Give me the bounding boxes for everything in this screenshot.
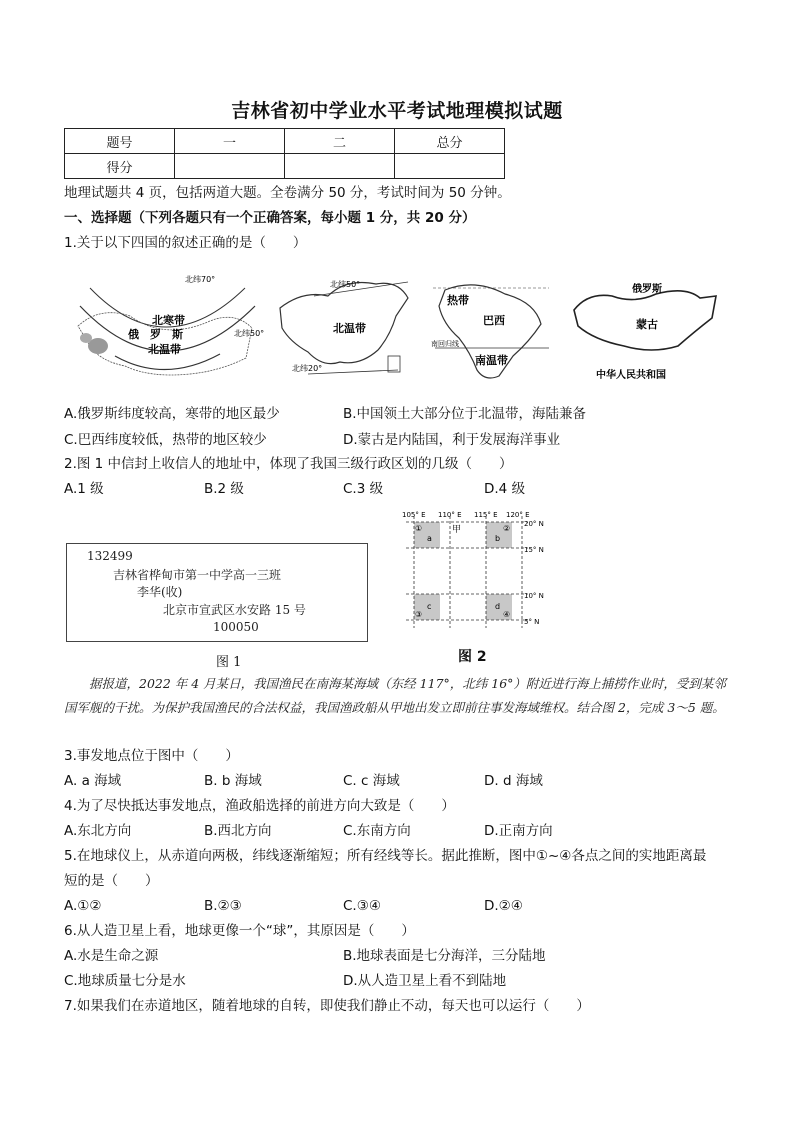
grid-cell-label: a: [427, 534, 432, 543]
option-a[interactable]: A.俄罗斯纬度较高，寒带的地区最少: [64, 406, 280, 422]
question-4-stem: 4.为了尽快抵达事发地点，渔政船选择的前进方向大致是（ ）: [64, 798, 455, 814]
grid-lat-label: 15° N: [524, 546, 544, 554]
map-label: 中华人民共和国: [596, 370, 666, 381]
question-5-stem: 5.在地球仪上，从赤道向两极，纬线逐渐缩短；所有经线等长。据此推断，图中①~④各点之间的实地距离最: [64, 848, 707, 864]
envelope-line: 吉林省桦甸市第一中学高一三班: [113, 568, 282, 582]
option-a[interactable]: A.1 级: [64, 481, 104, 497]
question-3-stem: 3.事发地点位于图中（ ）: [64, 748, 239, 764]
grid-cell-label: c: [427, 602, 432, 611]
option-c[interactable]: C.巴西纬度较低，热带的地区较少: [64, 432, 267, 448]
story-passage: 据报道，2022 年 4 月某日，我国渔民在南海某海域（东经 117°，北纬 16°）附近进行海上捕捞作业时，受到某邻国军舰的干扰。为保护我国渔民的合法权益，我国渔政船从甲地出发立即前往事发海域维权。结合图 2，完成 3～5 题。: [64, 676, 726, 715]
map-label: 南回归线: [431, 340, 459, 348]
map-label: 南温带: [475, 354, 508, 367]
map-label: 北纬70°: [185, 275, 216, 284]
question-2-stem: 2.图 1 中信封上收信人的地址中，体现了我国三级行政区划的几级（ ）: [64, 456, 513, 472]
grid-lon-label: 115° E: [474, 511, 498, 519]
option-a[interactable]: A.水是生命之源: [64, 948, 159, 964]
grid-lat-label: 20° N: [524, 520, 544, 528]
intro-text: 地理试题共 4 页，包括两道大题。全卷满分 50 分，考试时间为 50 分钟。: [64, 185, 511, 201]
option-b[interactable]: B.西北方向: [204, 823, 272, 839]
score-input-cell[interactable]: [175, 154, 285, 179]
map-label: 北纬20°: [292, 364, 323, 373]
map-label: 北温带: [148, 343, 181, 356]
option-b[interactable]: B. b 海域: [204, 773, 262, 789]
option-a[interactable]: A. a 海域: [64, 773, 122, 789]
option-d[interactable]: D.正南方向: [484, 823, 553, 839]
question-5-stem-cont: 短的是（ ）: [64, 873, 159, 889]
grid-lon-label: 105° E: [402, 511, 426, 519]
option-c[interactable]: C. c 海域: [343, 773, 400, 789]
option-c[interactable]: C.东南方向: [343, 823, 411, 839]
option-c[interactable]: C.③④: [343, 898, 381, 914]
map-label: 俄罗斯: [632, 284, 662, 295]
map-label: 北温带: [333, 322, 366, 335]
question-1-stem: 1.关于以下四国的叙述正确的是（ ）: [64, 235, 307, 251]
grid-figure: [400, 508, 550, 642]
envelope-figure: [66, 543, 368, 642]
brazil-map: [425, 272, 555, 390]
russia-map: [70, 266, 265, 390]
option-b[interactable]: B.②③: [204, 898, 242, 914]
grid-lat-label: 10° N: [524, 592, 544, 600]
option-c[interactable]: C.地球质量七分是水: [64, 973, 186, 989]
envelope-zip: 100050: [213, 620, 259, 634]
section-heading: 一、选择题（下列各题只有一个正确答案，每小题 1 分，共 20 分）: [64, 210, 476, 226]
option-b[interactable]: B.2 级: [204, 481, 244, 497]
option-b[interactable]: B.中国领土大部分位于北温带，海陆兼备: [343, 406, 587, 422]
score-header-cell: 题号: [65, 129, 175, 154]
map-label: 热带: [447, 294, 469, 307]
map-label: 蒙古: [636, 318, 658, 331]
grid-cell-label: b: [495, 534, 501, 543]
score-header-cell: 二: [285, 129, 395, 154]
option-d[interactable]: D.蒙古是内陆国，利于发展海洋事业: [343, 432, 561, 448]
grid-point: ①: [415, 524, 423, 533]
score-input-cell[interactable]: [395, 154, 505, 179]
envelope-line: 李华(收): [137, 585, 183, 599]
score-table: [64, 128, 505, 179]
grid-point: ③: [415, 610, 423, 619]
map-label: 北寒带: [152, 314, 185, 327]
figure-caption: 图 2: [458, 649, 487, 665]
grid-lat-label: 5° N: [524, 618, 540, 626]
score-header-cell: 一: [175, 129, 285, 154]
option-a[interactable]: A.东北方向: [64, 823, 132, 839]
page-title: 吉林省初中学业水平考试地理模拟试题: [231, 100, 563, 122]
grid-lon-label: 120° E: [506, 511, 530, 519]
envelope-line: 北京市宣武区水安路 15 号: [163, 603, 306, 617]
option-d[interactable]: D. d 海域: [484, 773, 543, 789]
map-label: 北纬50°: [330, 280, 361, 289]
mongolia-map: [568, 276, 726, 388]
score-input-cell[interactable]: [285, 154, 395, 179]
grid-cell-label: 甲: [452, 525, 462, 535]
option-b[interactable]: B.地球表面是七分海洋，三分陆地: [343, 948, 546, 964]
grid-point: ④: [503, 610, 511, 619]
map-label: 巴西: [483, 314, 505, 327]
question-7-stem: 7.如果我们在赤道地区，随着地球的自转，即使我们静止不动，每天也可以运行（ ）: [64, 998, 590, 1014]
grid-point: ②: [503, 524, 511, 533]
question-6-stem: 6.从人造卫星上看，地球更像一个“球”，其原因是（ ）: [64, 923, 415, 939]
option-d[interactable]: D.从人造卫星上看不到陆地: [343, 973, 507, 989]
map-label: 北纬50°: [234, 329, 265, 338]
option-d[interactable]: D.4 级: [484, 481, 526, 497]
figure-caption: 图 1: [216, 655, 242, 670]
score-header-cell: 总分: [395, 129, 505, 154]
score-row-label: 得分: [65, 154, 175, 179]
option-a[interactable]: A.①②: [64, 898, 102, 914]
grid-cell-label: d: [495, 602, 501, 611]
map-label: 俄 罗 斯: [128, 328, 183, 341]
option-d[interactable]: D.②④: [484, 898, 523, 914]
option-c[interactable]: C.3 级: [343, 481, 384, 497]
china-map: [268, 270, 418, 388]
envelope-zip: 132499: [87, 549, 133, 563]
grid-lon-label: 110° E: [438, 511, 462, 519]
